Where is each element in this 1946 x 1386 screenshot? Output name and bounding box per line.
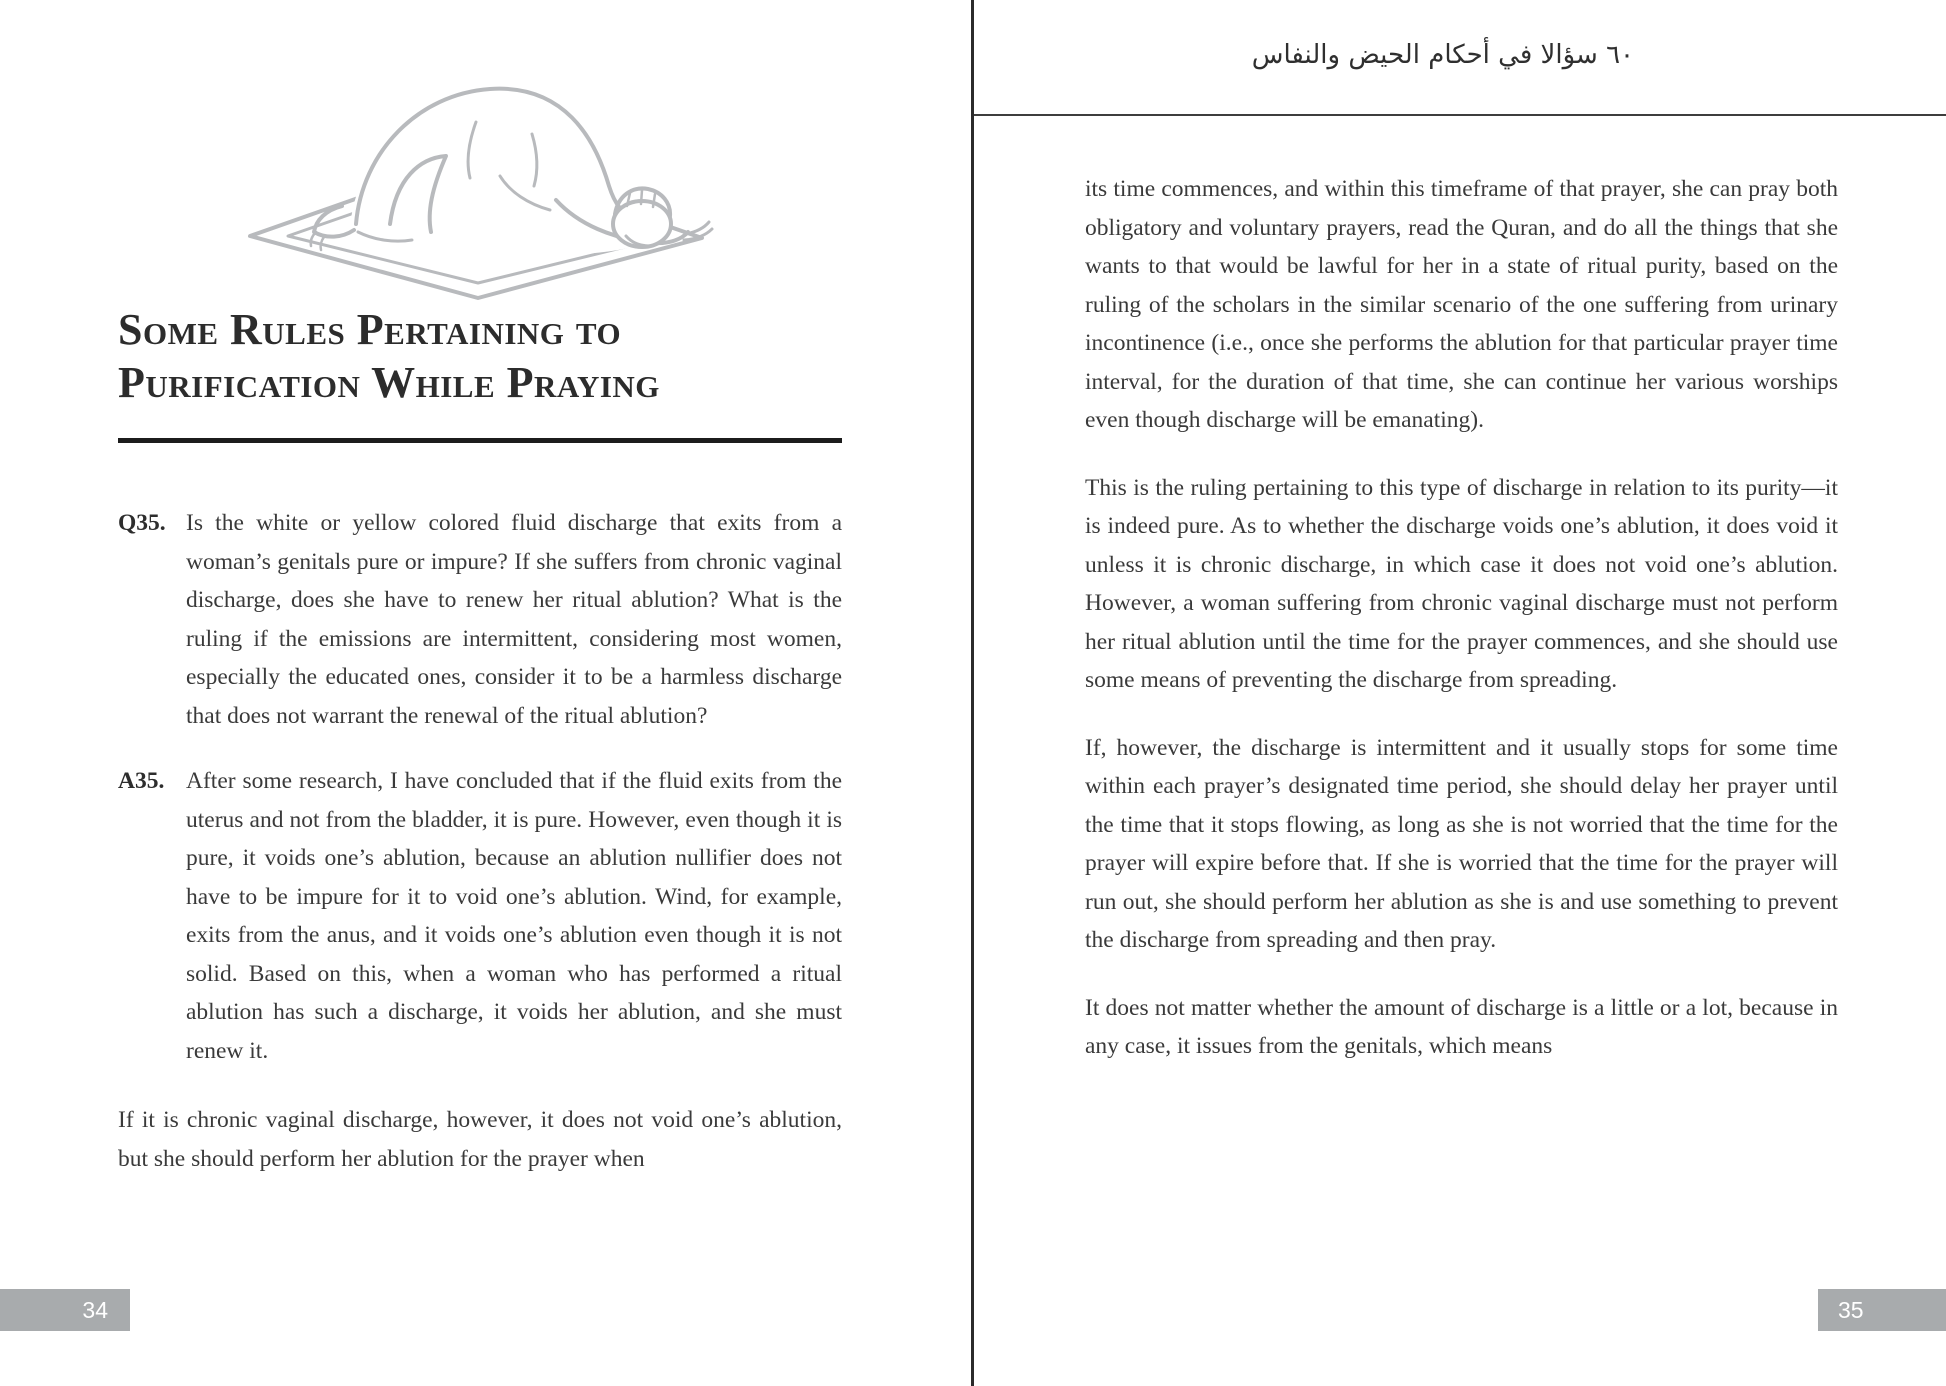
running-head-rule — [974, 114, 1946, 116]
question-item — [118, 504, 842, 735]
chapter-title-line2: Purification While Praying — [118, 358, 660, 407]
title-rule — [118, 438, 842, 443]
question-label: Q35. — [118, 510, 166, 536]
answer-label: A35. — [118, 768, 165, 794]
prostration-illustration-svg — [238, 26, 726, 302]
question-text: Is the white or yellow colored fluid discharge that exits from a woman’s genitals pure or impure? If she suffers from chronic vaginal discharge, does she have to renew her ritual ablution? What is the ruling if the emissions are intermittent, considering most women, especially the educated ones, consider it to be a harmless discharge that does not warrant the renewal of the ritual ablution? — [186, 510, 842, 729]
body-paragraph-3: If, however, the discharge is intermittent and it usually stops for some time within each prayer’s designated time period, she should delay her prayer until the time that it stops flowing, as long as she is not worried that the time for the prayer will expire before that. If she is worried that the time for the prayer will run out, she should perform her ablution as she is and use something to prevent the discharge from spreading and then pray. — [1085, 734, 1838, 953]
body-paragraph-2: This is the ruling pertaining to this type of discharge in relation to its purity—it is indeed pure. As to whether the discharge voids one’s ablution, it does void it unless it is chronic discharge, in which case it does not void one’s ablution. However, a woman suffering from chronic vaginal discharge must not perform her ritual ablution until the time for the prayer commences, and she should use some means of preventing the discharge from spreading. — [1085, 474, 1838, 693]
left-page — [0, 0, 971, 1386]
chapter-title-line1: Some Rules Pertaining to — [118, 305, 622, 354]
left-page-closing-paragraph: If it is chronic vaginal discharge, however, it does not void one’s ablution, but she should perform her ablution for the prayer when — [118, 1107, 842, 1172]
prostration-prayer-illustration — [238, 26, 726, 302]
right-page — [974, 0, 1946, 1386]
page-number-badge-left — [0, 1289, 130, 1331]
answer-item — [118, 762, 842, 1070]
right-page-content — [1085, 170, 1838, 1066]
body-paragraph-4: It does not matter whether the amount of discharge is a little or a lot, because in any case, it issues from the genitals, which means — [1085, 994, 1838, 1059]
chapter-title — [118, 303, 842, 409]
page-number-left: 34 — [82, 1296, 108, 1323]
answer-text: After some research, I have concluded that if the fluid exits from the uterus and not from the bladder, it is pure. However, even though it is pure, it voids one’s ablution, because an ablution nullifier does not have to be impure for it to void one’s ablution. Wind, for example, exits from the anus, and it voids one’s ablution even though it is not solid. Based on this, when a woman who has performed a ritual ablution has such a discharge, it voids her ablution, and she must renew it. — [186, 768, 842, 1064]
running-head-arabic: ٦٠ سؤالا في أحكام الحيض والنفاس — [1251, 40, 1634, 70]
left-page-content — [118, 504, 842, 1178]
page-number-right: 35 — [1838, 1296, 1864, 1323]
page-number-badge-right — [1818, 1289, 1946, 1331]
body-paragraph-1: its time commences, and within this timeframe of that prayer, she can pray both obligatory and voluntary prayers, read the Quran, and do all the things that she wants to that would be lawful for her in a state of ritual purity, based on the ruling of the scholars in the similar scenario of the one suffering from urinary incontinence (i.e., once she performs the ablution for that particular prayer time interval, for the duration of that time, she can continue her various worships even though discharge will be emanating). — [1085, 176, 1838, 433]
